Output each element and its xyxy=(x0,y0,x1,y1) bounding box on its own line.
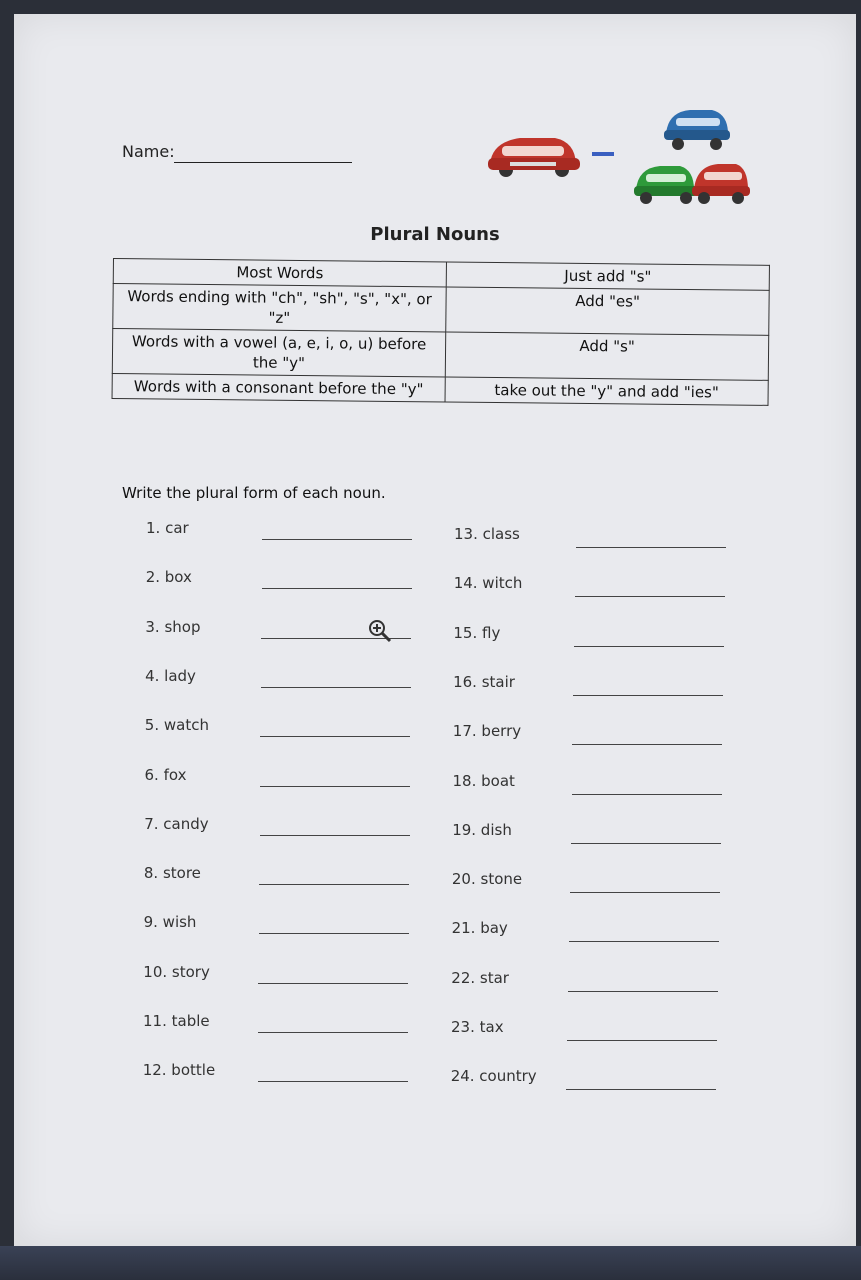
rule-cell: Words ending with "ch", "sh", "s", "x", or "z" xyxy=(113,284,446,332)
exercise-item: 18. boat xyxy=(452,771,515,790)
answer-blank[interactable] xyxy=(574,646,724,647)
cars-icon xyxy=(480,94,750,204)
exercise-item: 9. wish xyxy=(143,913,197,932)
exercise-item: 16. stair xyxy=(453,672,515,691)
exercise-item: 2. box xyxy=(145,568,192,587)
answer-blank[interactable] xyxy=(576,547,726,548)
table-row xyxy=(112,329,768,381)
exercise-item: 22. star xyxy=(451,968,509,987)
answer-blank[interactable] xyxy=(566,1089,716,1090)
answer-blank[interactable] xyxy=(567,1040,717,1041)
answer-blank[interactable] xyxy=(572,794,722,795)
name-label: Name: xyxy=(122,142,175,161)
answer-blank[interactable] xyxy=(571,843,721,844)
exercise-item: 20. stone xyxy=(451,870,523,889)
exercise-item: 19. dish xyxy=(452,820,512,839)
exercise-item: 24. country xyxy=(450,1067,537,1086)
name-line xyxy=(174,162,352,163)
blue-car-icon xyxy=(664,110,730,150)
exercise-item: 8. store xyxy=(143,864,201,883)
monitor-bezel xyxy=(0,1246,861,1280)
worksheet-page xyxy=(14,14,856,1246)
rule-cell: Words with a consonant before the "y" xyxy=(112,373,445,401)
answer-blank[interactable] xyxy=(261,687,411,688)
answer-blank[interactable] xyxy=(260,786,410,787)
exercise-item: 6. fox xyxy=(144,765,187,784)
plural-rules-table xyxy=(112,258,770,406)
rule-cell: Most Words xyxy=(113,259,446,287)
rule-cell: Words with a vowel (a, e, i, o, u) before the "y" xyxy=(112,329,445,377)
exercise-item: 12. bottle xyxy=(142,1061,216,1080)
green-car-icon xyxy=(634,166,698,204)
exercise-item: 23. tax xyxy=(451,1018,504,1036)
answer-blank[interactable] xyxy=(260,736,410,737)
red-car-icon xyxy=(488,138,580,177)
exercise-item: 7. candy xyxy=(144,814,209,833)
worksheet-title: Plural Nouns xyxy=(370,224,500,245)
rule-action-cell: Just add "s" xyxy=(446,262,769,290)
instruction-text: Write the plural form of each noun. xyxy=(122,484,386,502)
answer-blank[interactable] xyxy=(262,539,412,540)
answer-blank[interactable] xyxy=(262,588,412,589)
answer-blank[interactable] xyxy=(258,1032,408,1033)
answer-blank[interactable] xyxy=(569,941,719,942)
answer-blank[interactable] xyxy=(259,933,409,934)
answer-blank[interactable] xyxy=(258,983,408,984)
rule-action-cell: Add "es" xyxy=(446,287,769,335)
exercise-item: 10. story xyxy=(143,962,210,981)
exercise-item: 5. watch xyxy=(144,716,209,735)
answer-blank[interactable] xyxy=(575,596,725,597)
exercise-item: 14. witch xyxy=(453,574,523,593)
zoom-in-cursor-icon xyxy=(368,619,392,643)
exercise-item: 11. table xyxy=(143,1012,210,1030)
answer-blank[interactable] xyxy=(259,884,409,885)
rule-action-cell: take out the "y" and add "ies" xyxy=(445,377,768,405)
exercise-item: 21. bay xyxy=(451,919,508,938)
answer-blank[interactable] xyxy=(570,892,720,893)
red-car-small-icon xyxy=(692,164,750,204)
answer-blank[interactable] xyxy=(568,991,718,992)
answer-blank[interactable] xyxy=(572,744,722,745)
rule-action-cell: Add "s" xyxy=(445,332,768,380)
table-row xyxy=(113,284,769,336)
exercise-item: 13. class xyxy=(454,525,520,543)
answer-blank[interactable] xyxy=(258,1081,408,1082)
exercise-item: 3. shop xyxy=(145,617,201,636)
answer-blank[interactable] xyxy=(573,695,723,696)
exercise-item: 4. lady xyxy=(145,666,196,685)
exercise-item: 15. fly xyxy=(453,623,501,642)
answer-blank[interactable] xyxy=(260,835,410,836)
exercise-item: 1. car xyxy=(146,519,189,537)
exercise-item: 17. berry xyxy=(452,722,522,741)
